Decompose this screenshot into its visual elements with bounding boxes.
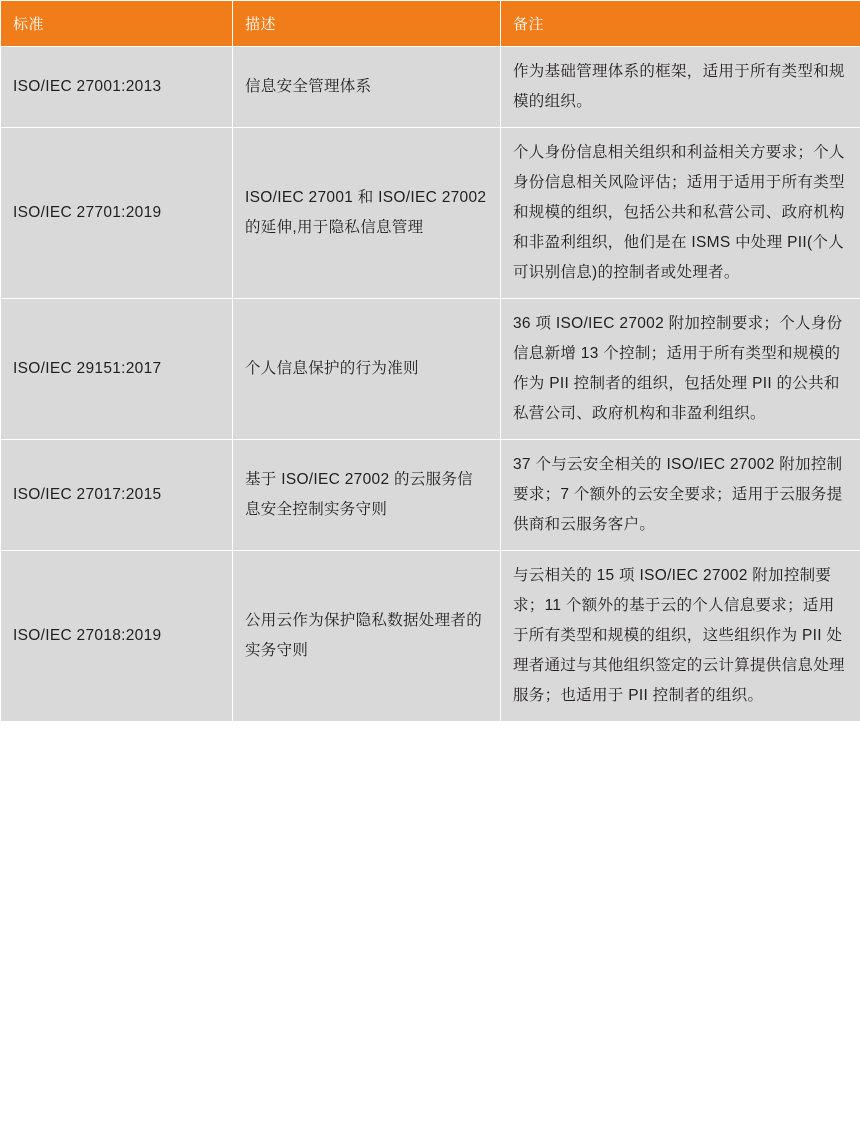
cell-description: ISO/IEC 27001 和 ISO/IEC 27002 的延伸,用于隐私信息管理 (233, 128, 501, 299)
column-header-description: 描述 (233, 1, 501, 47)
column-header-note: 备注 (501, 1, 860, 47)
table-header-row (1, 1, 860, 47)
cell-standard: ISO/IEC 29151:2017 (1, 299, 233, 440)
cell-standard: ISO/IEC 27001:2013 (1, 47, 233, 128)
table-body (1, 47, 860, 722)
table-row (1, 440, 860, 551)
table-header (1, 1, 860, 47)
column-header-standard: 标准 (1, 1, 233, 47)
table-row (1, 299, 860, 440)
cell-note: 作为基础管理体系的框架，适用于所有类型和规模的组织。 (501, 47, 860, 128)
cell-description: 基于 ISO/IEC 27002 的云服务信息安全控制实务守则 (233, 440, 501, 551)
cell-note: 与云相关的 15 项 ISO/IEC 27002 附加控制要求；11 个额外的基于云的个人信息要求；适用于所有类型和规模的组织，这些组织作为 PII 处理者通过与其他组织签定的云计算提供信息处理服务；也适用于 PII 控制者的组织。 (501, 551, 860, 722)
cell-standard: ISO/IEC 27017:2015 (1, 440, 233, 551)
cell-description: 信息安全管理体系 (233, 47, 501, 128)
table-row (1, 128, 860, 299)
cell-note: 36 项 ISO/IEC 27002 附加控制要求；个人身份信息新增 13 个控制；适用于所有类型和规模的作为 PII 控制者的组织，包括处理 PII 的公共和私营公司、政府机构和非盈利组织。 (501, 299, 860, 440)
cell-description: 个人信息保护的行为准则 (233, 299, 501, 440)
cell-note: 个人身份信息相关组织和利益相关方要求；个人身份信息相关风险评估；适用于适用于所有类型和规模的组织，包括公共和私营公司、政府机构和非盈利组织，他们是在 ISMS 中处理 PII(个人可识别信息)的控制者或处理者。 (501, 128, 860, 299)
cell-standard: ISO/IEC 27018:2019 (1, 551, 233, 722)
table-row (1, 551, 860, 722)
table-row (1, 47, 860, 128)
cell-description: 公用云作为保护隐私数据处理者的实务守则 (233, 551, 501, 722)
cell-note: 37 个与云安全相关的 ISO/IEC 27002 附加控制要求；7 个额外的云安全要求；适用于云服务提供商和云服务客户。 (501, 440, 860, 551)
cell-standard: ISO/IEC 27701:2019 (1, 128, 233, 299)
